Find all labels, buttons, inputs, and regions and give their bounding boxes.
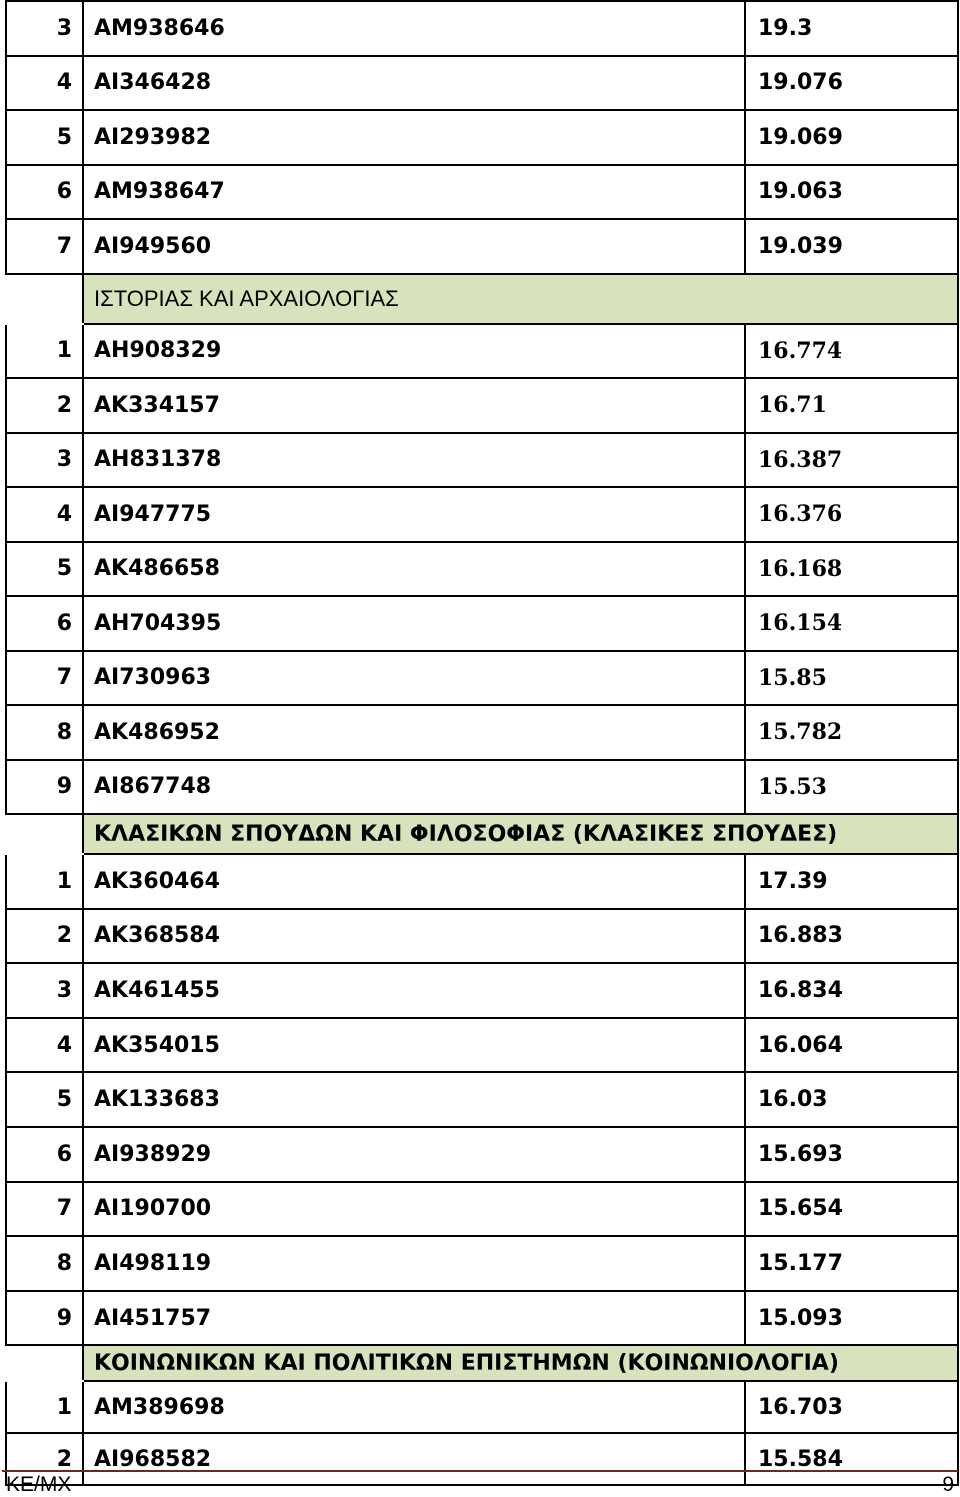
code-cell: AI190700 <box>83 1182 745 1237</box>
section-header-sociology <box>6 1345 958 1381</box>
code-cell: AM938647 <box>83 165 745 220</box>
table-row <box>6 1182 958 1237</box>
table-row <box>6 651 958 706</box>
rank-cell: 7 <box>6 219 83 274</box>
score-cell: 15.177 <box>745 1236 958 1291</box>
code-cell: AM389698 <box>83 1381 745 1433</box>
table-row <box>6 219 958 274</box>
table-row <box>6 487 958 542</box>
score-cell: 15.693 <box>745 1127 958 1182</box>
code-cell: AK368584 <box>83 909 745 964</box>
code-cell: AK486952 <box>83 705 745 760</box>
code-cell: AH704395 <box>83 596 745 651</box>
table-row <box>6 1236 958 1291</box>
rank-cell: 9 <box>6 760 83 815</box>
code-cell: AK486658 <box>83 542 745 597</box>
score-cell: 15.782 <box>745 705 958 760</box>
rank-cell: 3 <box>6 963 83 1018</box>
block-1 <box>6 1 958 274</box>
table-row <box>6 1072 958 1127</box>
table-row <box>6 542 958 597</box>
table-row <box>6 110 958 165</box>
rank-cell: 5 <box>6 542 83 597</box>
rank-cell: 8 <box>6 1236 83 1291</box>
rank-cell: 1 <box>6 324 83 379</box>
code-cell: AI451757 <box>83 1291 745 1346</box>
table-row <box>6 165 958 220</box>
block-3 <box>6 854 958 1345</box>
rank-cell: 6 <box>6 165 83 220</box>
score-cell: 16.387 <box>745 433 958 488</box>
rank-cell: 6 <box>6 1127 83 1182</box>
score-cell: 16.064 <box>745 1018 958 1073</box>
code-cell: AK461455 <box>83 963 745 1018</box>
table-row <box>6 1127 958 1182</box>
code-cell: AI968582 <box>83 1433 745 1485</box>
score-cell: 16.03 <box>745 1072 958 1127</box>
score-cell: 19.039 <box>745 219 958 274</box>
footer-label: ΚΕ/ΜΧ <box>6 1473 72 1496</box>
score-cell: 17.39 <box>745 854 958 909</box>
code-cell: AH831378 <box>83 433 745 488</box>
rank-cell: 4 <box>6 487 83 542</box>
code-cell: AI938929 <box>83 1127 745 1182</box>
footer-rule <box>2 1470 958 1472</box>
table-row <box>6 596 958 651</box>
rank-cell: 9 <box>6 1291 83 1346</box>
code-cell: AK334157 <box>83 378 745 433</box>
rank-cell: 3 <box>6 433 83 488</box>
code-cell: AK360464 <box>83 854 745 909</box>
table-row <box>6 324 958 379</box>
code-cell: AI293982 <box>83 110 745 165</box>
code-cell: AI730963 <box>83 651 745 706</box>
score-cell: 16.834 <box>745 963 958 1018</box>
rank-cell: 3 <box>6 1 83 56</box>
score-cell: 16.703 <box>745 1381 958 1433</box>
code-cell: AH908329 <box>83 324 745 379</box>
code-cell: AI867748 <box>83 760 745 815</box>
rank-cell: 2 <box>6 378 83 433</box>
rank-cell: 7 <box>6 651 83 706</box>
score-cell: 16.376 <box>745 487 958 542</box>
score-cell: 19.3 <box>745 1 958 56</box>
page-number: 9 <box>942 1473 954 1496</box>
block-2 <box>6 324 958 815</box>
rank-cell: 6 <box>6 596 83 651</box>
rank-cell: 5 <box>6 1072 83 1127</box>
table-row <box>6 378 958 433</box>
table-row <box>6 56 958 111</box>
rank-cell: 1 <box>6 1381 83 1433</box>
rank-cell: 2 <box>6 909 83 964</box>
table-row <box>6 1381 958 1433</box>
code-cell: AI949560 <box>83 219 745 274</box>
results-table <box>5 0 959 1486</box>
rank-cell: 4 <box>6 1018 83 1073</box>
table-row <box>6 963 958 1018</box>
section-title: ΚΛΑΣΙΚΩΝ ΣΠΟΥΔΩΝ ΚΑΙ ΦΙΛΟΣΟΦΙΑΣ (ΚΛΑΣΙΚΕΣ ΣΠΟΥΔΕΣ) <box>83 814 958 854</box>
table-row <box>6 705 958 760</box>
table-row <box>6 854 958 909</box>
code-cell: AI346428 <box>83 56 745 111</box>
score-cell: 15.654 <box>745 1182 958 1237</box>
section-header-classics <box>6 814 958 854</box>
table-row <box>6 1018 958 1073</box>
score-cell: 16.774 <box>745 324 958 379</box>
rank-cell: 7 <box>6 1182 83 1237</box>
score-cell: 16.71 <box>745 378 958 433</box>
rank-cell: 8 <box>6 705 83 760</box>
table-row <box>6 1433 958 1485</box>
section-header-history <box>6 274 958 324</box>
score-cell: 19.063 <box>745 165 958 220</box>
rank-cell: 5 <box>6 110 83 165</box>
rank-cell: 4 <box>6 56 83 111</box>
score-cell: 19.069 <box>745 110 958 165</box>
score-cell: 16.168 <box>745 542 958 597</box>
score-cell: 19.076 <box>745 56 958 111</box>
score-cell: 15.53 <box>745 760 958 815</box>
score-cell: 16.154 <box>745 596 958 651</box>
score-cell: 16.883 <box>745 909 958 964</box>
code-cell: AM938646 <box>83 1 745 56</box>
table-row <box>6 760 958 815</box>
table-row <box>6 1 958 56</box>
rank-cell: 2 <box>6 1433 83 1485</box>
score-cell: 15.584 <box>745 1433 958 1485</box>
section-title: ΙΣΤΟΡΙΑΣ ΚΑΙ ΑΡΧΑΙΟΛΟΓΙΑΣ <box>83 274 958 324</box>
code-cell: AI947775 <box>83 487 745 542</box>
code-cell: AK354015 <box>83 1018 745 1073</box>
score-cell: 15.093 <box>745 1291 958 1346</box>
section-title: ΚΟΙΝΩΝΙΚΩΝ ΚΑΙ ΠΟΛΙΤΙΚΩΝ ΕΠΙΣΤΗΜΩΝ (ΚΟΙΝΩΝΙΟΛΟΓΙΑ) <box>83 1345 958 1381</box>
table-row <box>6 1291 958 1346</box>
table-row <box>6 909 958 964</box>
table-row <box>6 433 958 488</box>
rank-cell: 1 <box>6 854 83 909</box>
code-cell: AK133683 <box>83 1072 745 1127</box>
score-cell: 15.85 <box>745 651 958 706</box>
code-cell: AI498119 <box>83 1236 745 1291</box>
